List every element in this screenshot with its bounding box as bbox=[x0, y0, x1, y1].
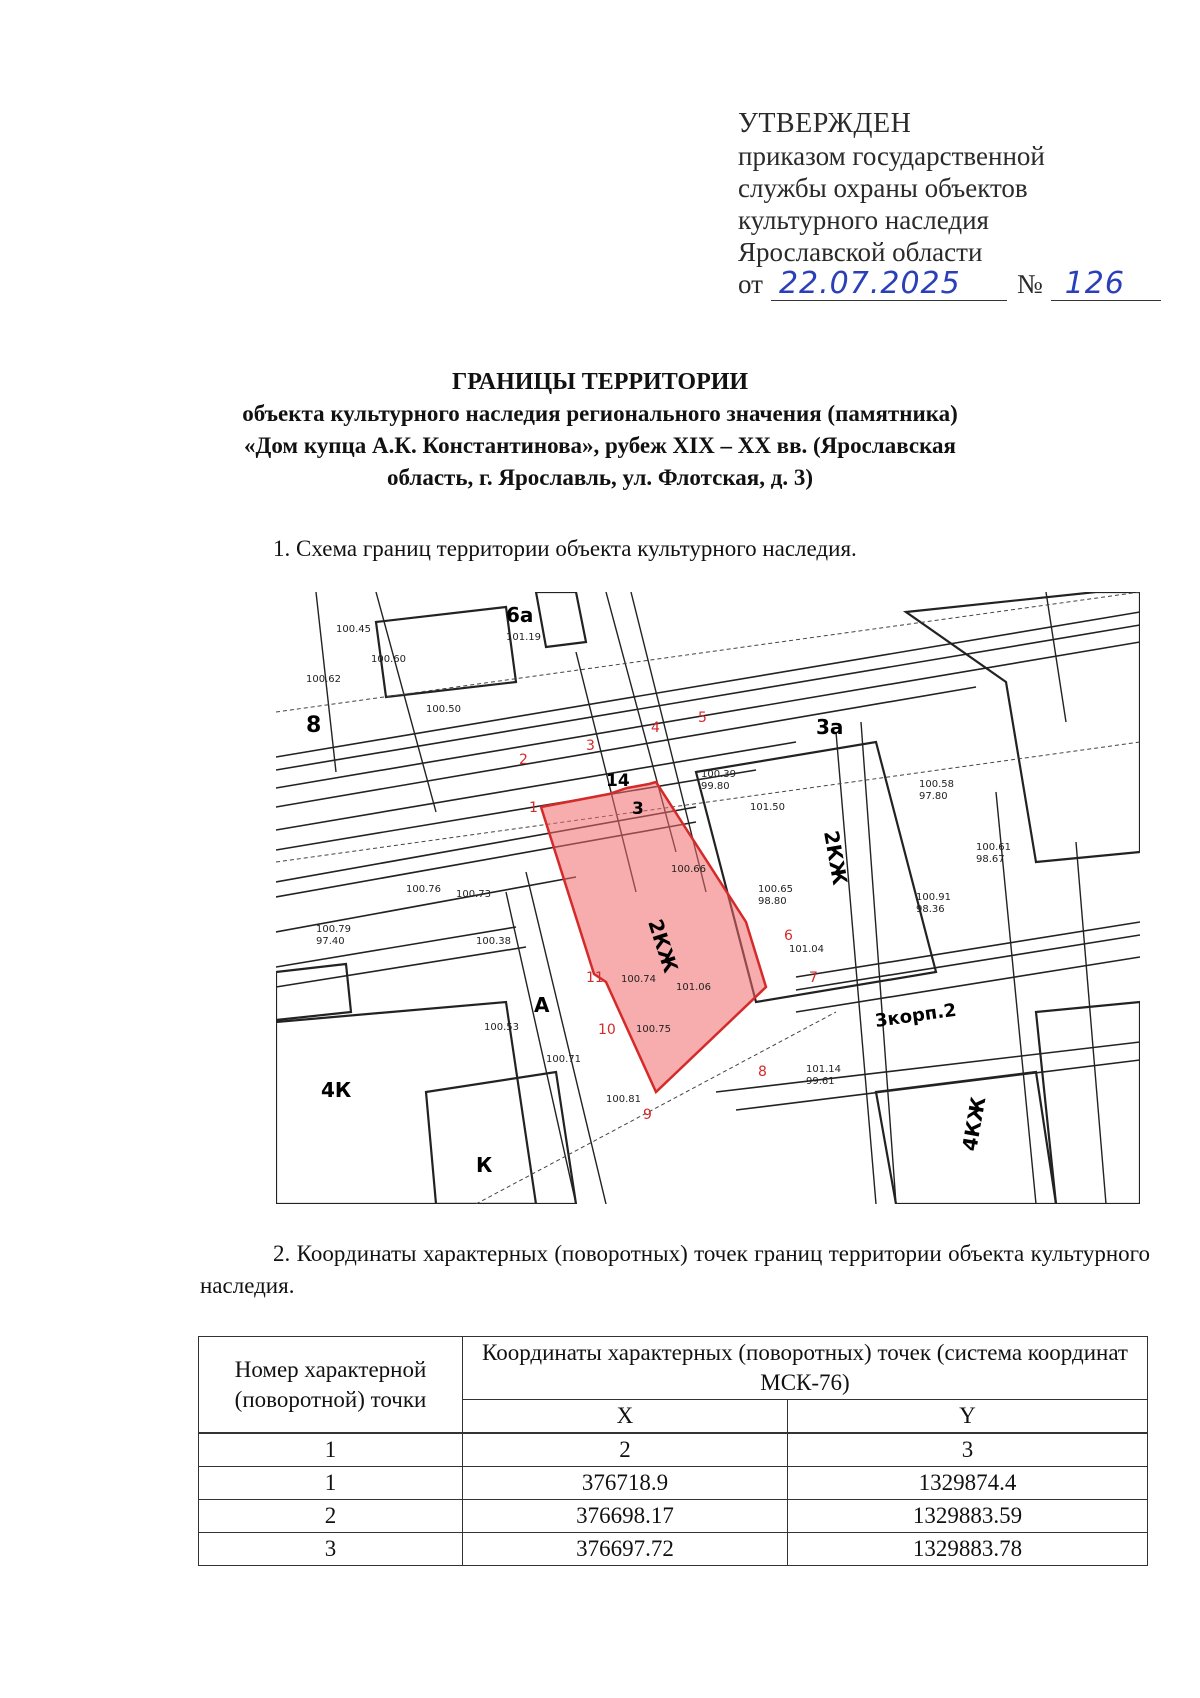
number-prefix: № bbox=[1016, 269, 1043, 299]
table-cell: 1329883.59 bbox=[787, 1500, 1147, 1533]
elevation: 100.91 bbox=[916, 892, 951, 903]
elevation: 100.79 bbox=[316, 924, 351, 935]
elevation: 101.14 bbox=[806, 1064, 841, 1075]
elevation: 100.75 bbox=[636, 1024, 671, 1035]
boundary-scheme-map bbox=[276, 592, 1140, 1204]
elevation: 100.81 bbox=[606, 1094, 641, 1105]
elevation: 100.65 bbox=[758, 884, 793, 895]
number-field bbox=[1051, 268, 1161, 301]
map-label: 3 bbox=[632, 799, 644, 819]
map-label: А bbox=[534, 993, 550, 1017]
point-label: 4 bbox=[651, 720, 660, 736]
elevation: 97.80 bbox=[919, 791, 948, 802]
elevation: 97.40 bbox=[316, 936, 345, 947]
table-index-row bbox=[199, 1433, 1148, 1467]
elevation: 100.74 bbox=[621, 974, 656, 985]
map-label: 3корп.2 bbox=[873, 999, 958, 1032]
table-cell: 1329874.4 bbox=[787, 1467, 1147, 1500]
approval-block bbox=[738, 108, 1161, 301]
table-cell: 376698.17 bbox=[463, 1500, 788, 1533]
approval-line: службы охраны объектов bbox=[738, 173, 1028, 203]
table-row bbox=[199, 1467, 1148, 1500]
table-cell: 1 bbox=[199, 1467, 463, 1500]
elevation: 100.38 bbox=[476, 936, 511, 947]
elevation: 100.60 bbox=[371, 654, 406, 665]
elevation: 100.76 bbox=[406, 884, 441, 895]
point-label: 1 bbox=[529, 800, 538, 816]
point-label: 2 bbox=[519, 752, 528, 768]
section-1-heading: 1. Схема границ территории объекта культурного наследия. bbox=[273, 536, 857, 561]
point-label: 10 bbox=[598, 1022, 616, 1038]
elevation: 100.62 bbox=[306, 674, 341, 685]
coordinates-table bbox=[198, 1336, 1148, 1566]
approval-number: 126 bbox=[1064, 266, 1125, 301]
map-label: 3а bbox=[816, 715, 844, 739]
elevation: 100.61 bbox=[976, 842, 1011, 853]
header-point-number: Номер характерной (поворотной) точки bbox=[199, 1337, 463, 1434]
title-line: область, г. Ярославль, ул. Флотская, д. 3) bbox=[386, 465, 814, 490]
table-cell: 1 bbox=[199, 1433, 463, 1467]
table-row bbox=[199, 1533, 1148, 1566]
elevation: 100.58 bbox=[919, 779, 954, 790]
table-row bbox=[199, 1500, 1148, 1533]
elevation: 100.39 bbox=[701, 769, 736, 780]
table-header-row bbox=[199, 1337, 1148, 1400]
section-2-heading: 2. Координаты характерных (поворотных) точек границ территории объекта культурного наследия. bbox=[200, 1241, 1150, 1298]
elevation: 100.50 bbox=[426, 704, 461, 715]
approval-date: 22.07.2025 bbox=[778, 266, 961, 301]
point-label: 11 bbox=[586, 970, 604, 986]
point-label: 7 bbox=[809, 970, 818, 986]
elevation: 101.19 bbox=[506, 632, 541, 643]
approval-line: Ярославской области bbox=[738, 237, 983, 267]
elevation: 99.80 bbox=[701, 781, 730, 792]
table-cell: 3 bbox=[199, 1533, 463, 1566]
title-line: объекта культурного наследия регионального значения (памятника) bbox=[242, 401, 958, 426]
map-label: 2КЖ bbox=[819, 828, 853, 887]
elevation: 98.80 bbox=[758, 896, 787, 907]
approval-heading: УТВЕРЖДЕН bbox=[738, 108, 912, 139]
point-label: 5 bbox=[698, 710, 707, 726]
title-main: ГРАНИЦЫ ТЕРРИТОРИИ bbox=[451, 369, 749, 395]
date-prefix: от bbox=[738, 269, 763, 299]
table-cell: 1329883.78 bbox=[787, 1533, 1147, 1566]
elevation: 100.45 bbox=[336, 624, 371, 635]
header-x: X bbox=[463, 1400, 788, 1434]
header-coordinates: Координаты характерных (поворотных) точек (система координат МСК-76) bbox=[463, 1337, 1148, 1400]
map-label: 6а bbox=[506, 603, 534, 627]
point-label: 6 bbox=[784, 928, 793, 944]
table-cell: 376697.72 bbox=[463, 1533, 788, 1566]
point-label: 9 bbox=[643, 1107, 652, 1123]
elevation: 98.67 bbox=[976, 854, 1005, 865]
elevation: 100.53 bbox=[484, 1022, 519, 1033]
map-label: К bbox=[476, 1153, 493, 1177]
approval-date-row bbox=[738, 268, 1161, 301]
document-title bbox=[200, 366, 1000, 494]
date-field bbox=[771, 268, 1007, 301]
map-label: 14 bbox=[606, 771, 630, 791]
map-label: 2КЖ bbox=[643, 916, 683, 976]
table-cell: 376718.9 bbox=[463, 1467, 788, 1500]
point-label: 3 bbox=[586, 738, 595, 754]
approval-line: культурного наследия bbox=[738, 205, 989, 235]
map-label: 4К bbox=[321, 1078, 352, 1102]
point-label: 8 bbox=[758, 1064, 767, 1080]
elevation: 100.71 bbox=[546, 1054, 581, 1065]
elevation: 101.06 bbox=[676, 982, 711, 993]
elevation: 99.61 bbox=[806, 1076, 835, 1087]
map-label: 8 bbox=[306, 713, 322, 738]
table-cell: 2 bbox=[463, 1433, 788, 1467]
table-cell: 3 bbox=[787, 1433, 1147, 1467]
elevation: 100.73 bbox=[456, 889, 491, 900]
elevation: 100.66 bbox=[671, 864, 706, 875]
map-svg bbox=[276, 592, 1140, 1204]
elevation: 98.36 bbox=[916, 904, 945, 915]
map-label: 4КЖ bbox=[957, 1094, 991, 1153]
header-y: Y bbox=[787, 1400, 1147, 1434]
approval-line: приказом государственной bbox=[738, 141, 1045, 171]
table-cell: 2 bbox=[199, 1500, 463, 1533]
elevation: 101.04 bbox=[789, 944, 824, 955]
title-line: «Дом купца А.К. Константинова», рубеж XIX – XX вв. (Ярославская bbox=[244, 433, 956, 458]
elevation: 101.50 bbox=[750, 802, 785, 813]
